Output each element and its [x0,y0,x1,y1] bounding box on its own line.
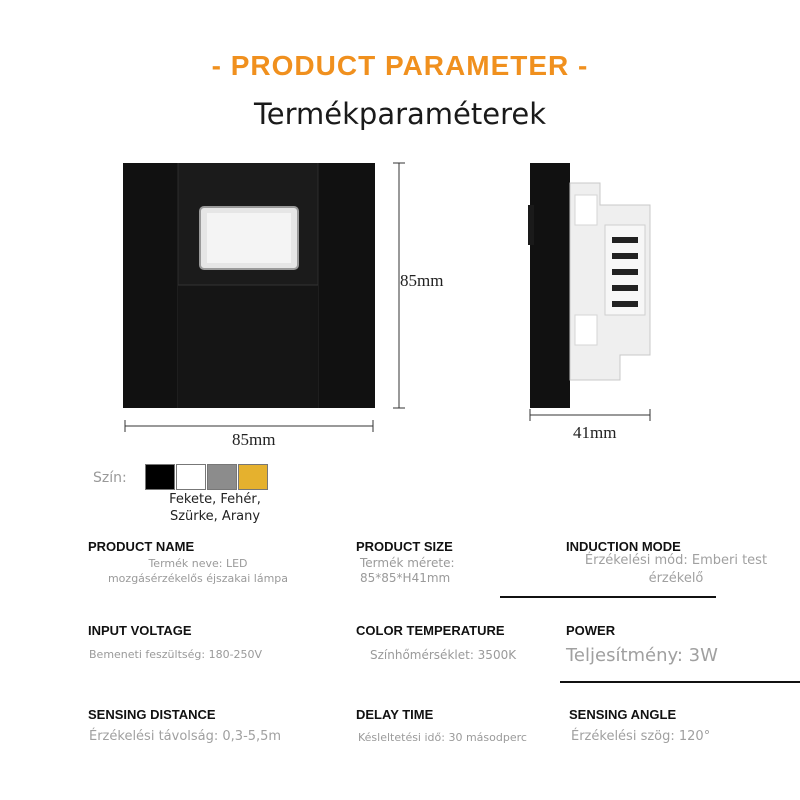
height-dimension-label: 85mm [400,271,444,290]
swatch-black [145,464,175,490]
product-front-image [110,155,410,445]
color-label: Szín: [93,470,127,486]
product-name-label: PRODUCT NAME [88,539,195,554]
width-dimension-label: 85mm [232,430,276,449]
delay-time-value: Késleltetési idő: 30 másodperc [358,731,527,744]
sensing-distance-label: SENSING DISTANCE [88,707,216,722]
input-voltage-label: INPUT VOLTAGE [88,623,192,638]
depth-dimension-label: 41mm [573,423,617,442]
color-temperature-value: Színhőmérséklet: 3500K [370,648,517,662]
sensing-distance-value: Érzékelési távolság: 0,3-5,5m [89,729,282,744]
power-label: POWER [566,623,616,638]
swatch-gray [207,464,237,490]
induction-mode-value: Érzékelési mód: Emberi test érzékelő [584,553,768,586]
delay-time-label: DELAY TIME [356,707,434,722]
sensing-angle-value: Érzékelési szög: 120° [571,729,711,744]
divider-2 [560,681,800,683]
swatch-gold [238,464,268,490]
page-title: - PRODUCT PARAMETER - [211,50,589,81]
input-voltage-value: Bemeneti feszültség: 180-250V [89,648,263,661]
sensing-angle-label: SENSING ANGLE [569,707,677,722]
color-names: Fekete, Fehér, Szürke, Arany [169,492,261,524]
page-subtitle: Termékparaméterek [253,97,547,131]
product-size-label: PRODUCT SIZE [356,539,453,554]
induction-mode-label: INDUCTION MODE [566,539,681,554]
product-side-image [520,155,660,425]
power-value: Teljesítmény: 3W [566,645,718,666]
divider-1 [500,596,716,598]
product-size-value: Termék mérete: 85*85*H41mm [360,556,455,585]
swatch-white [176,464,206,490]
color-temperature-label: COLOR TEMPERATURE [356,623,505,638]
product-name-value: Termék neve: LED mozgásérzékelős éjszakai lámpa [107,557,289,585]
